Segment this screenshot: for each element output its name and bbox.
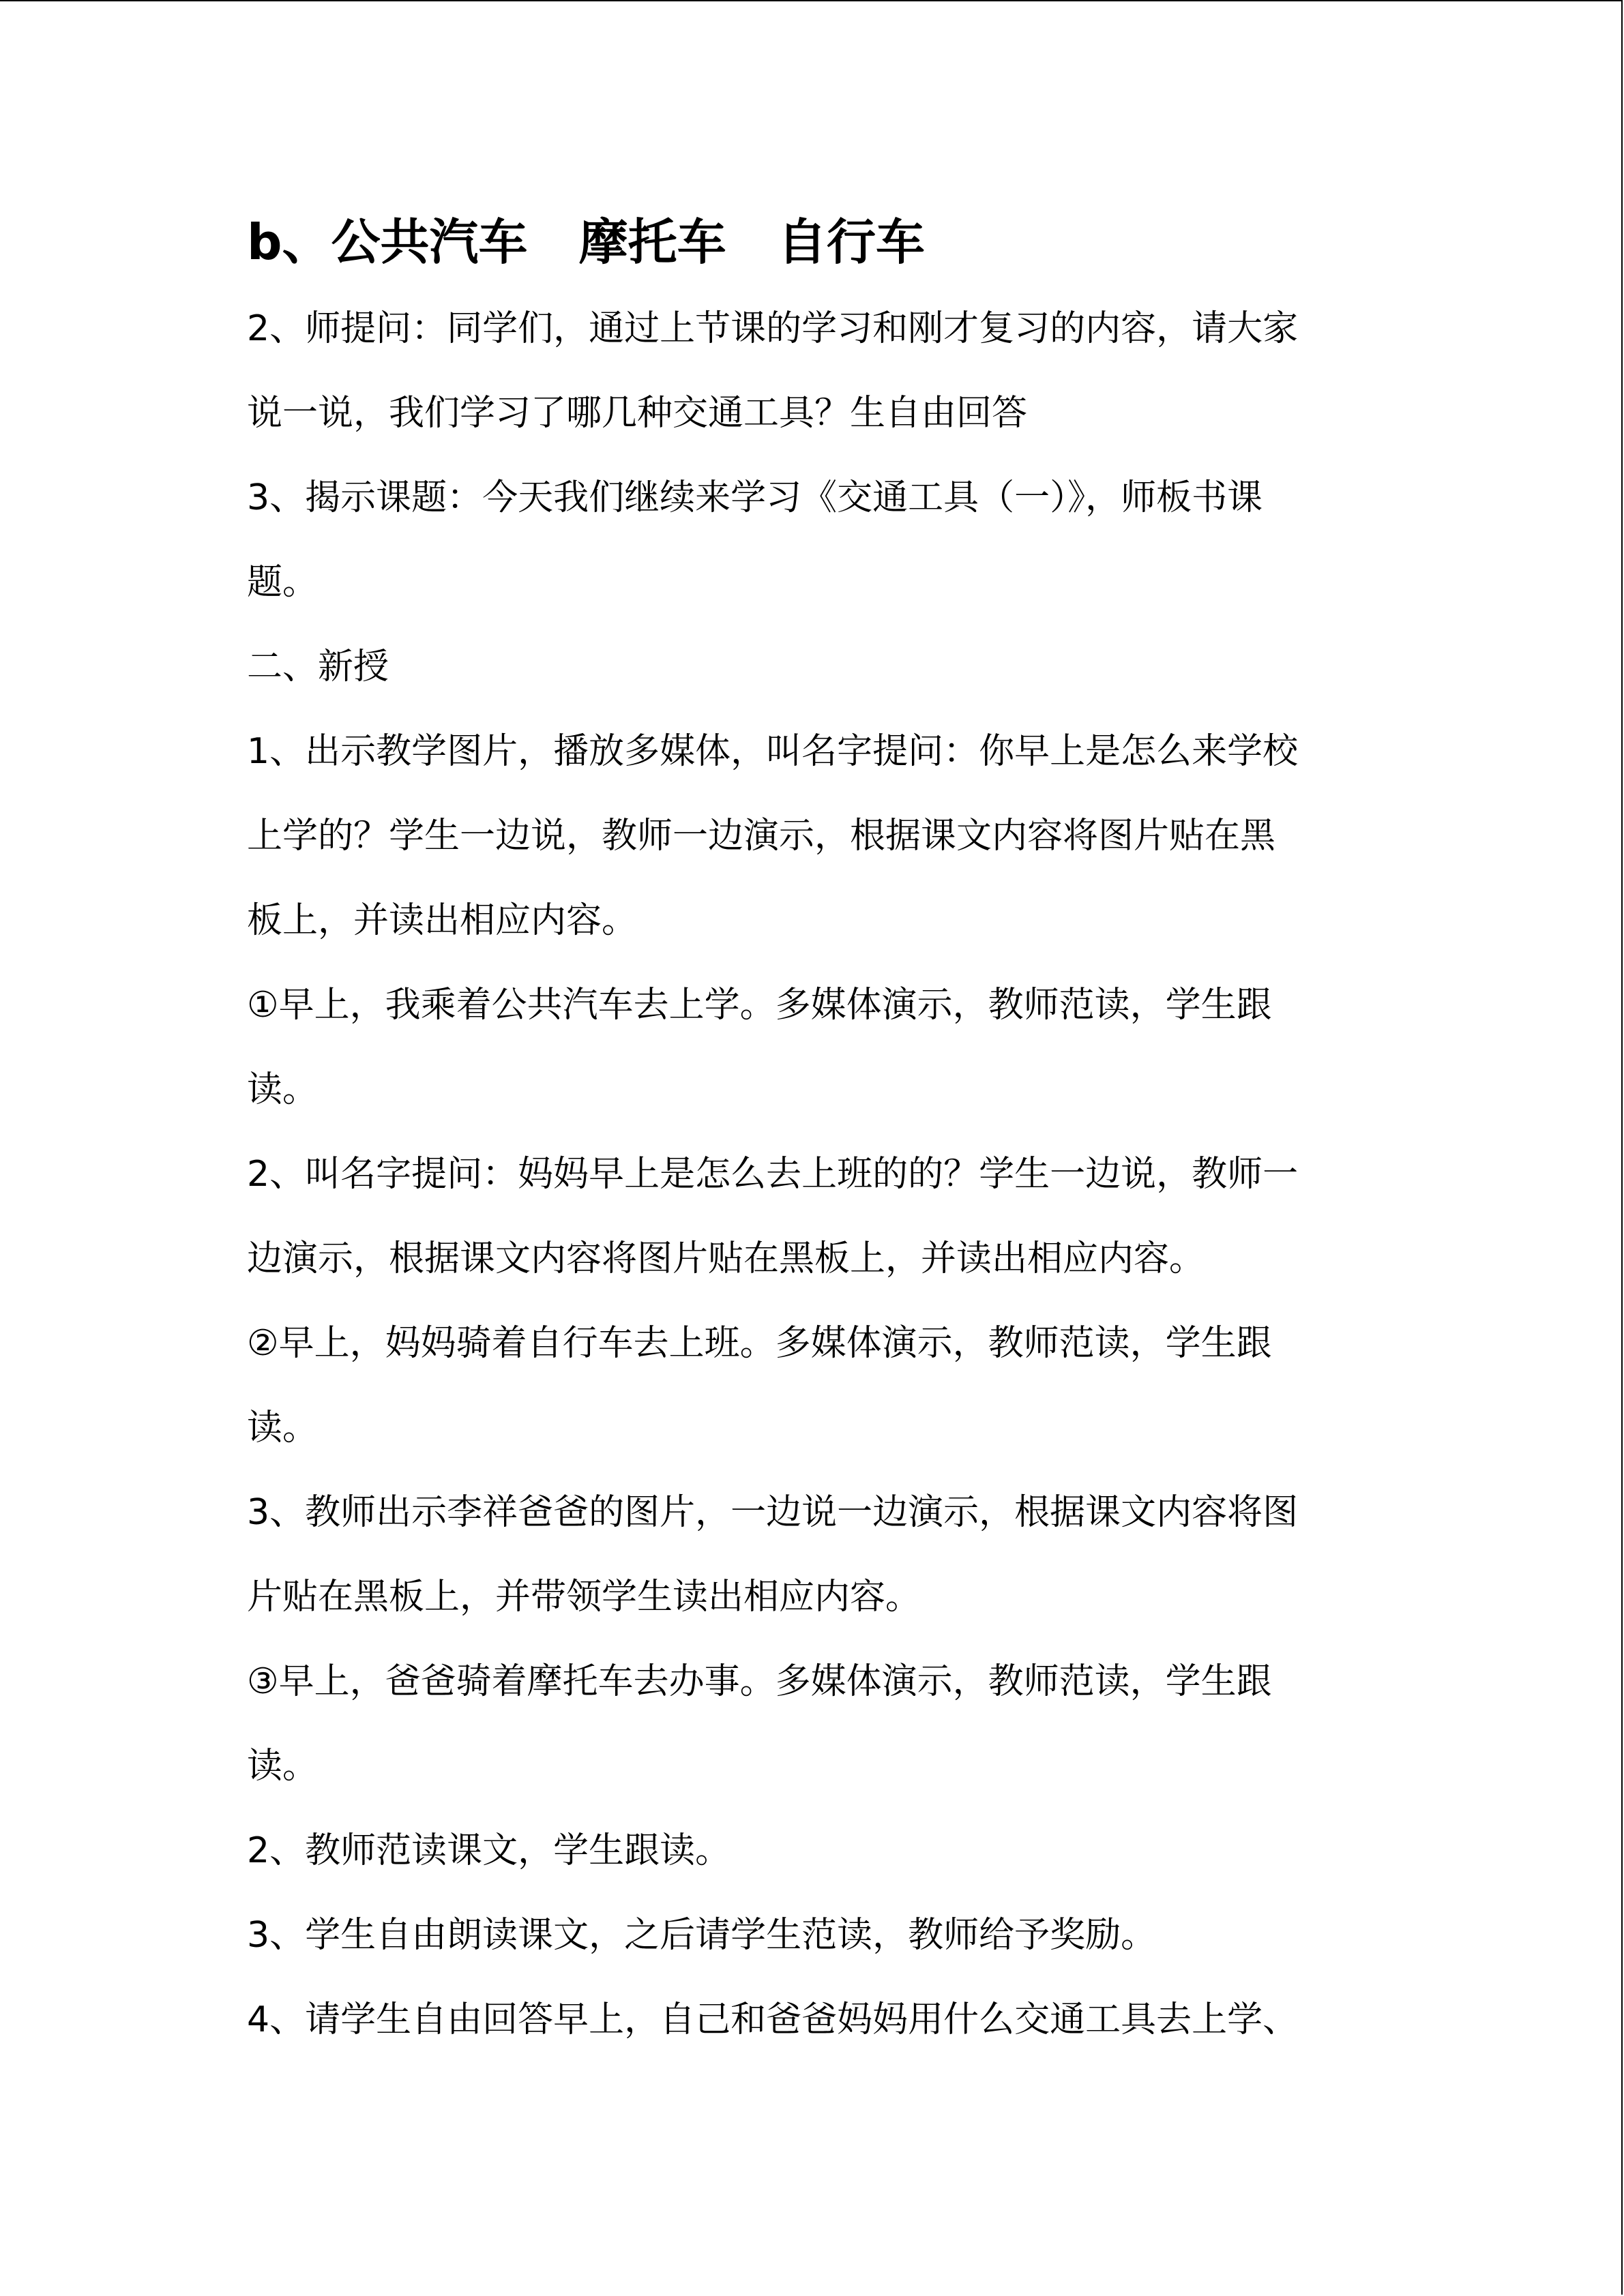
text-line: 说一说，我们学习了哪几种交通工具？生自由回答: [247, 393, 1028, 434]
text-line: 题。: [247, 562, 319, 603]
document-body: [247, 205, 1379, 2062]
text-line: 3、教师出示李祥爸爸的图片，一边说一边演示，根据课文内容将图: [247, 1492, 1299, 1533]
text-line: 读。: [247, 1407, 319, 1448]
text-line: 片贴在黑板上，并带领学生读出相应内容。: [247, 1577, 921, 1617]
text-line: 3、揭示课题：今天我们继续来学习《交通工具（一）》，师板书课: [247, 477, 1263, 518]
text-line: 2、叫名字提问：妈妈早上是怎么去上班的的？学生一边说，教师一: [247, 1154, 1299, 1195]
text-line: 板上，并读出相应内容。: [247, 900, 638, 941]
text-line: 读。: [247, 1069, 319, 1110]
text-line: 上学的？学生一边说，教师一边演示，根据课文内容将图片贴在黑: [247, 816, 1276, 856]
text-line: 4、请学生自由回答早上，自己和爸爸妈妈用什么交通工具去上学、: [247, 1999, 1299, 2040]
text-line: ③早上，爸爸骑着摩托车去办事。多媒体演示，教师范读，学生跟: [247, 1661, 1272, 1702]
text-line: ②早上，妈妈骑着自行车去上班。多媒体演示，教师范读，学生跟: [247, 1323, 1272, 1364]
text-line: 边演示，根据课文内容将图片贴在黑板上，并读出相应内容。: [247, 1238, 1205, 1279]
subsection-heading: 二、新授: [247, 646, 389, 687]
text-line: 1、出示教学图片，播放多媒体，叫名字提问：你早上是怎么来学校: [247, 731, 1299, 772]
text-line: 3、学生自由朗读课文，之后请学生范读，教师给予奖励。: [247, 1915, 1157, 1956]
text-line: 读。: [247, 1746, 319, 1787]
text-line: ①早上，我乘着公共汽车去上学。多媒体演示，教师范读，学生跟: [247, 985, 1272, 1026]
text-line: 2、教师范读课文，学生跟读。: [247, 1830, 731, 1871]
section-heading: b、公共汽车 摩托车 自行车: [247, 213, 925, 271]
text-line: 2、师提问：同学们，通过上节课的学习和刚才复习的内容，请大家: [247, 308, 1299, 349]
